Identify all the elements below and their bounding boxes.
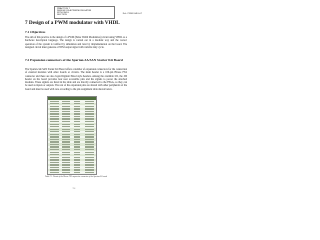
table-cell <box>50 172 59 173</box>
header-line-1: PRACTICE 7 <box>57 7 70 10</box>
section-2-title: 7.2 Expansion connectors of the Spartan-3A/3AN Starter Kit Board <box>25 58 123 62</box>
header-line-2: DESIGN OF A PWM MODULATOR <box>57 9 92 12</box>
chapter-title: 7 Design of a PWM modulator with VHDL <box>25 20 120 26</box>
table-row <box>48 171 96 174</box>
header-box <box>54 6 142 19</box>
section-2-text: The Spartan-3A/3AN Starter Kit Board offers a number of expansion connectors for the connection of external modules with other boards or circuits. The main header is a 100-pin Hirose FX2 connector and there are also 6-pin Digilent Pmod style headers. Among the available I/O, the J20 header on the board provides four user accessible pins and the signals to power the attached modules. These signals are listed in the table and are directly connected to the FPGA, so they can be used as inputs or outputs. The rest of the expansion pins are shared with other peripherals of the board and must be used with care according to the pin assignment table shown below. <box>25 68 127 91</box>
table-caption: Table 7.1. Pinout of the Hirose FX2 expansion connector of the Spartan-3A board <box>45 176 107 178</box>
table-cell <box>74 172 80 173</box>
header-code: Ref.: PWM-VHDL-07 <box>122 13 142 15</box>
section-1-title: 7.1 Objectives <box>25 30 46 34</box>
section-1-text: The aim of this practice is the design of a PWM (Pulse Width Modulation) circuit using VHDL as a hardware description language. The design is carried out in a modular way and the correct operation of the system is verified by simulation and later by implementation on the board. The designed circuit must generate a PWM output signal with variable duty cycle. <box>25 36 127 49</box>
document-page <box>0 0 149 198</box>
page-number: 7-1 <box>72 188 76 190</box>
table-cell <box>85 172 94 173</box>
table-cell <box>62 172 70 173</box>
header-line-3: WITH VHDL <box>57 12 70 14</box>
pinout-table-image <box>47 96 97 175</box>
header-line-4: SECTION <box>57 14 67 17</box>
